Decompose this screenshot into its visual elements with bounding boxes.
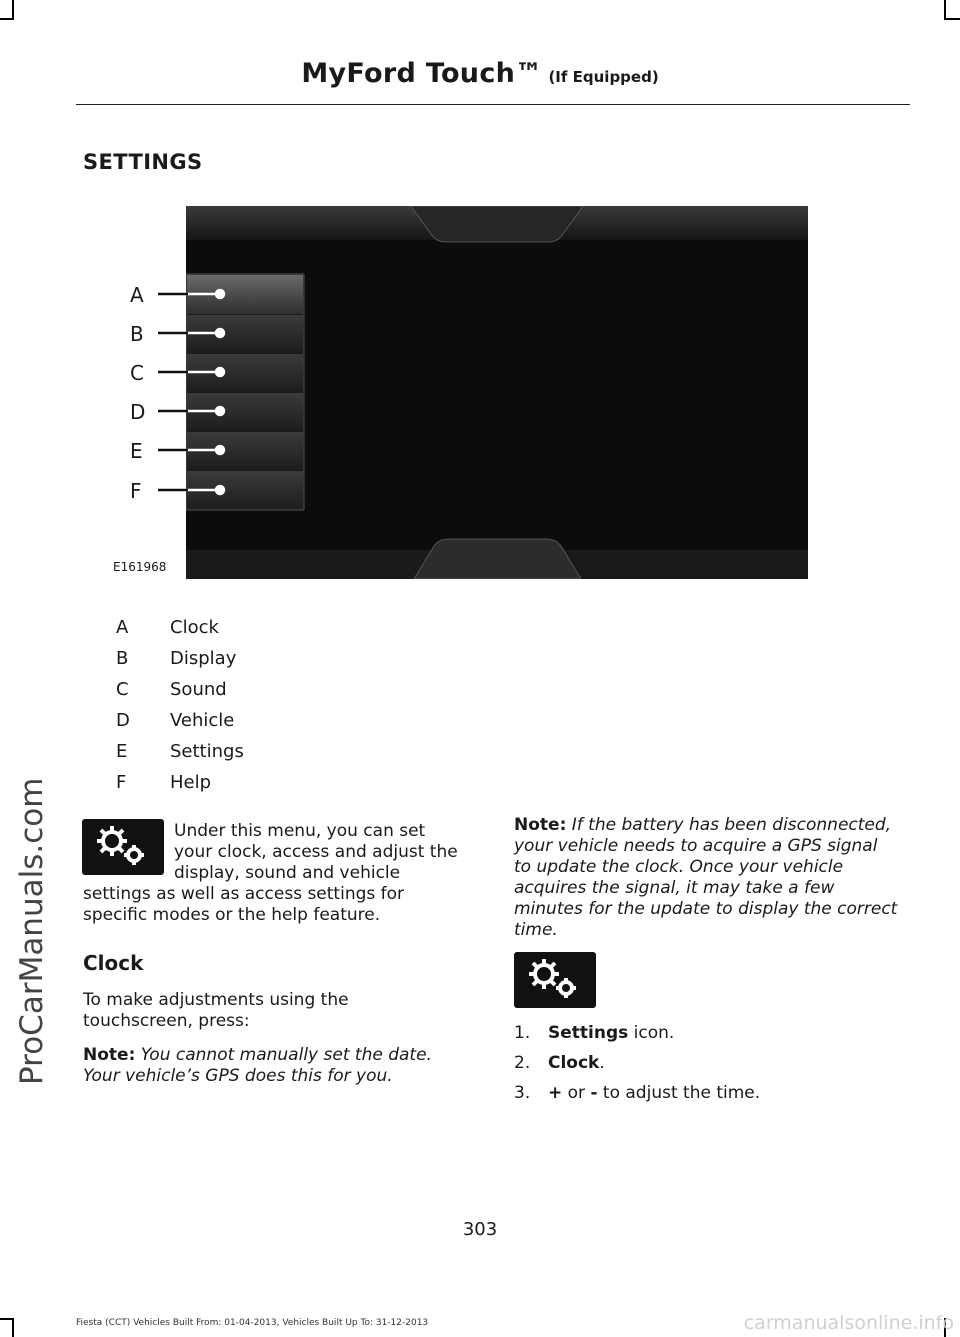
legend-label: Vehicle — [170, 710, 235, 731]
step-text: or — [562, 1083, 591, 1103]
clock-paragraph: To make adjustments using the — [83, 990, 349, 1010]
legend-row — [116, 674, 244, 705]
clock-heading: Clock — [83, 951, 144, 975]
note-label: Note: — [83, 1045, 136, 1065]
note-line: time. — [514, 920, 558, 940]
bottom-tab — [414, 539, 581, 579]
legend-label: Help — [170, 772, 212, 793]
step-bold: Clock — [548, 1053, 600, 1073]
legend-letter: F — [116, 772, 127, 793]
callout-dot — [216, 290, 224, 298]
settings-icon-box — [514, 952, 596, 1008]
header-title: MyFord Touch™ — [301, 58, 543, 89]
gear-icon — [82, 819, 164, 875]
legend-list — [116, 612, 244, 798]
clock-paragraph: touchscreen, press: — [83, 1011, 250, 1031]
side-watermark: ProCarManuals.com — [14, 777, 50, 1085]
note-line: to update the clock. Once your vehicle — [514, 857, 844, 877]
step-bold: + — [548, 1083, 563, 1103]
note-text: You cannot manually set the date. — [140, 1045, 432, 1065]
callout-label: B — [130, 322, 144, 346]
page-number: 303 — [462, 1219, 498, 1240]
intro-line: display, sound and vehicle — [174, 863, 401, 883]
footer-text: Fiesta (CCT) Vehicles Built From: 01-04-2013, Vehicles Built Up To: 31-12-2013 — [76, 1318, 429, 1328]
callout-dot — [216, 329, 224, 337]
legend-row — [116, 736, 244, 767]
legend-row — [116, 767, 244, 798]
note-line: your vehicle needs to acquire a GPS signal — [514, 836, 878, 856]
crop-mark — [944, 18, 960, 20]
step-item — [514, 1048, 760, 1078]
step-text: . — [599, 1053, 605, 1073]
note-line: Your vehicle’s GPS does this for you. — [83, 1066, 393, 1086]
intro-line: your clock, access and adjust the — [174, 842, 458, 862]
callout-label: D — [130, 400, 146, 424]
step-item — [514, 1018, 760, 1048]
legend-row — [116, 705, 244, 736]
crop-mark — [944, 0, 946, 18]
note-text: If the battery has been disconnected, — [571, 815, 892, 835]
legend-row — [116, 612, 244, 643]
step-number: 1. — [514, 1023, 531, 1043]
page-header — [0, 58, 960, 89]
note-line: minutes for the update to display the correct — [514, 899, 898, 919]
header-subtitle: (If Equipped) — [548, 68, 659, 86]
crop-mark — [12, 0, 14, 18]
legend-letter: B — [116, 648, 129, 669]
legend-label: Sound — [170, 679, 227, 700]
step-number: 3. — [514, 1083, 531, 1103]
callout-label: F — [130, 479, 142, 503]
step-text: to adjust the time. — [597, 1083, 761, 1103]
settings-screen-figure — [186, 206, 808, 579]
step-text: icon. — [628, 1023, 675, 1043]
top-tab — [411, 206, 583, 242]
step-item — [514, 1078, 760, 1108]
section-title: SETTINGS — [83, 150, 203, 174]
note-line — [514, 815, 891, 836]
callout-dot — [216, 486, 224, 494]
callout-dot — [216, 368, 224, 376]
crop-mark — [0, 18, 14, 20]
legend-letter: C — [116, 679, 129, 700]
callout-label: A — [130, 283, 144, 307]
legend-letter: E — [116, 741, 128, 762]
callout-dot — [216, 407, 224, 415]
steps-list — [514, 1018, 760, 1108]
legend-label: Display — [170, 648, 237, 669]
note-label: Note: — [514, 815, 567, 835]
step-number: 2. — [514, 1053, 531, 1073]
step-bold: - — [590, 1083, 598, 1103]
note-line: acquires the signal, it may take a few — [514, 878, 835, 898]
note-line — [83, 1045, 432, 1066]
callout-leaders — [156, 206, 188, 506]
crop-mark — [12, 1318, 14, 1337]
legend-letter: D — [116, 710, 130, 731]
legend-label: Settings — [170, 741, 244, 762]
legend-row — [116, 643, 244, 674]
gear-icon — [514, 952, 596, 1008]
legend-letter: A — [116, 617, 129, 638]
footer-watermark: carmanualsonline.info — [743, 1312, 954, 1334]
callout-label: E — [130, 439, 143, 463]
crop-mark — [0, 1318, 14, 1320]
callout-dot — [216, 446, 224, 454]
step-bold: Settings — [548, 1023, 629, 1043]
legend-label: Clock — [170, 617, 219, 638]
intro-line: settings as well as access settings for — [83, 884, 405, 904]
callout-label: C — [130, 361, 144, 385]
settings-icon-box — [82, 819, 164, 875]
figure-code: E161968 — [113, 560, 167, 574]
intro-line: specific modes or the help feature. — [83, 905, 381, 925]
intro-line: Under this menu, you can set — [174, 821, 426, 841]
header-rule — [76, 104, 910, 105]
